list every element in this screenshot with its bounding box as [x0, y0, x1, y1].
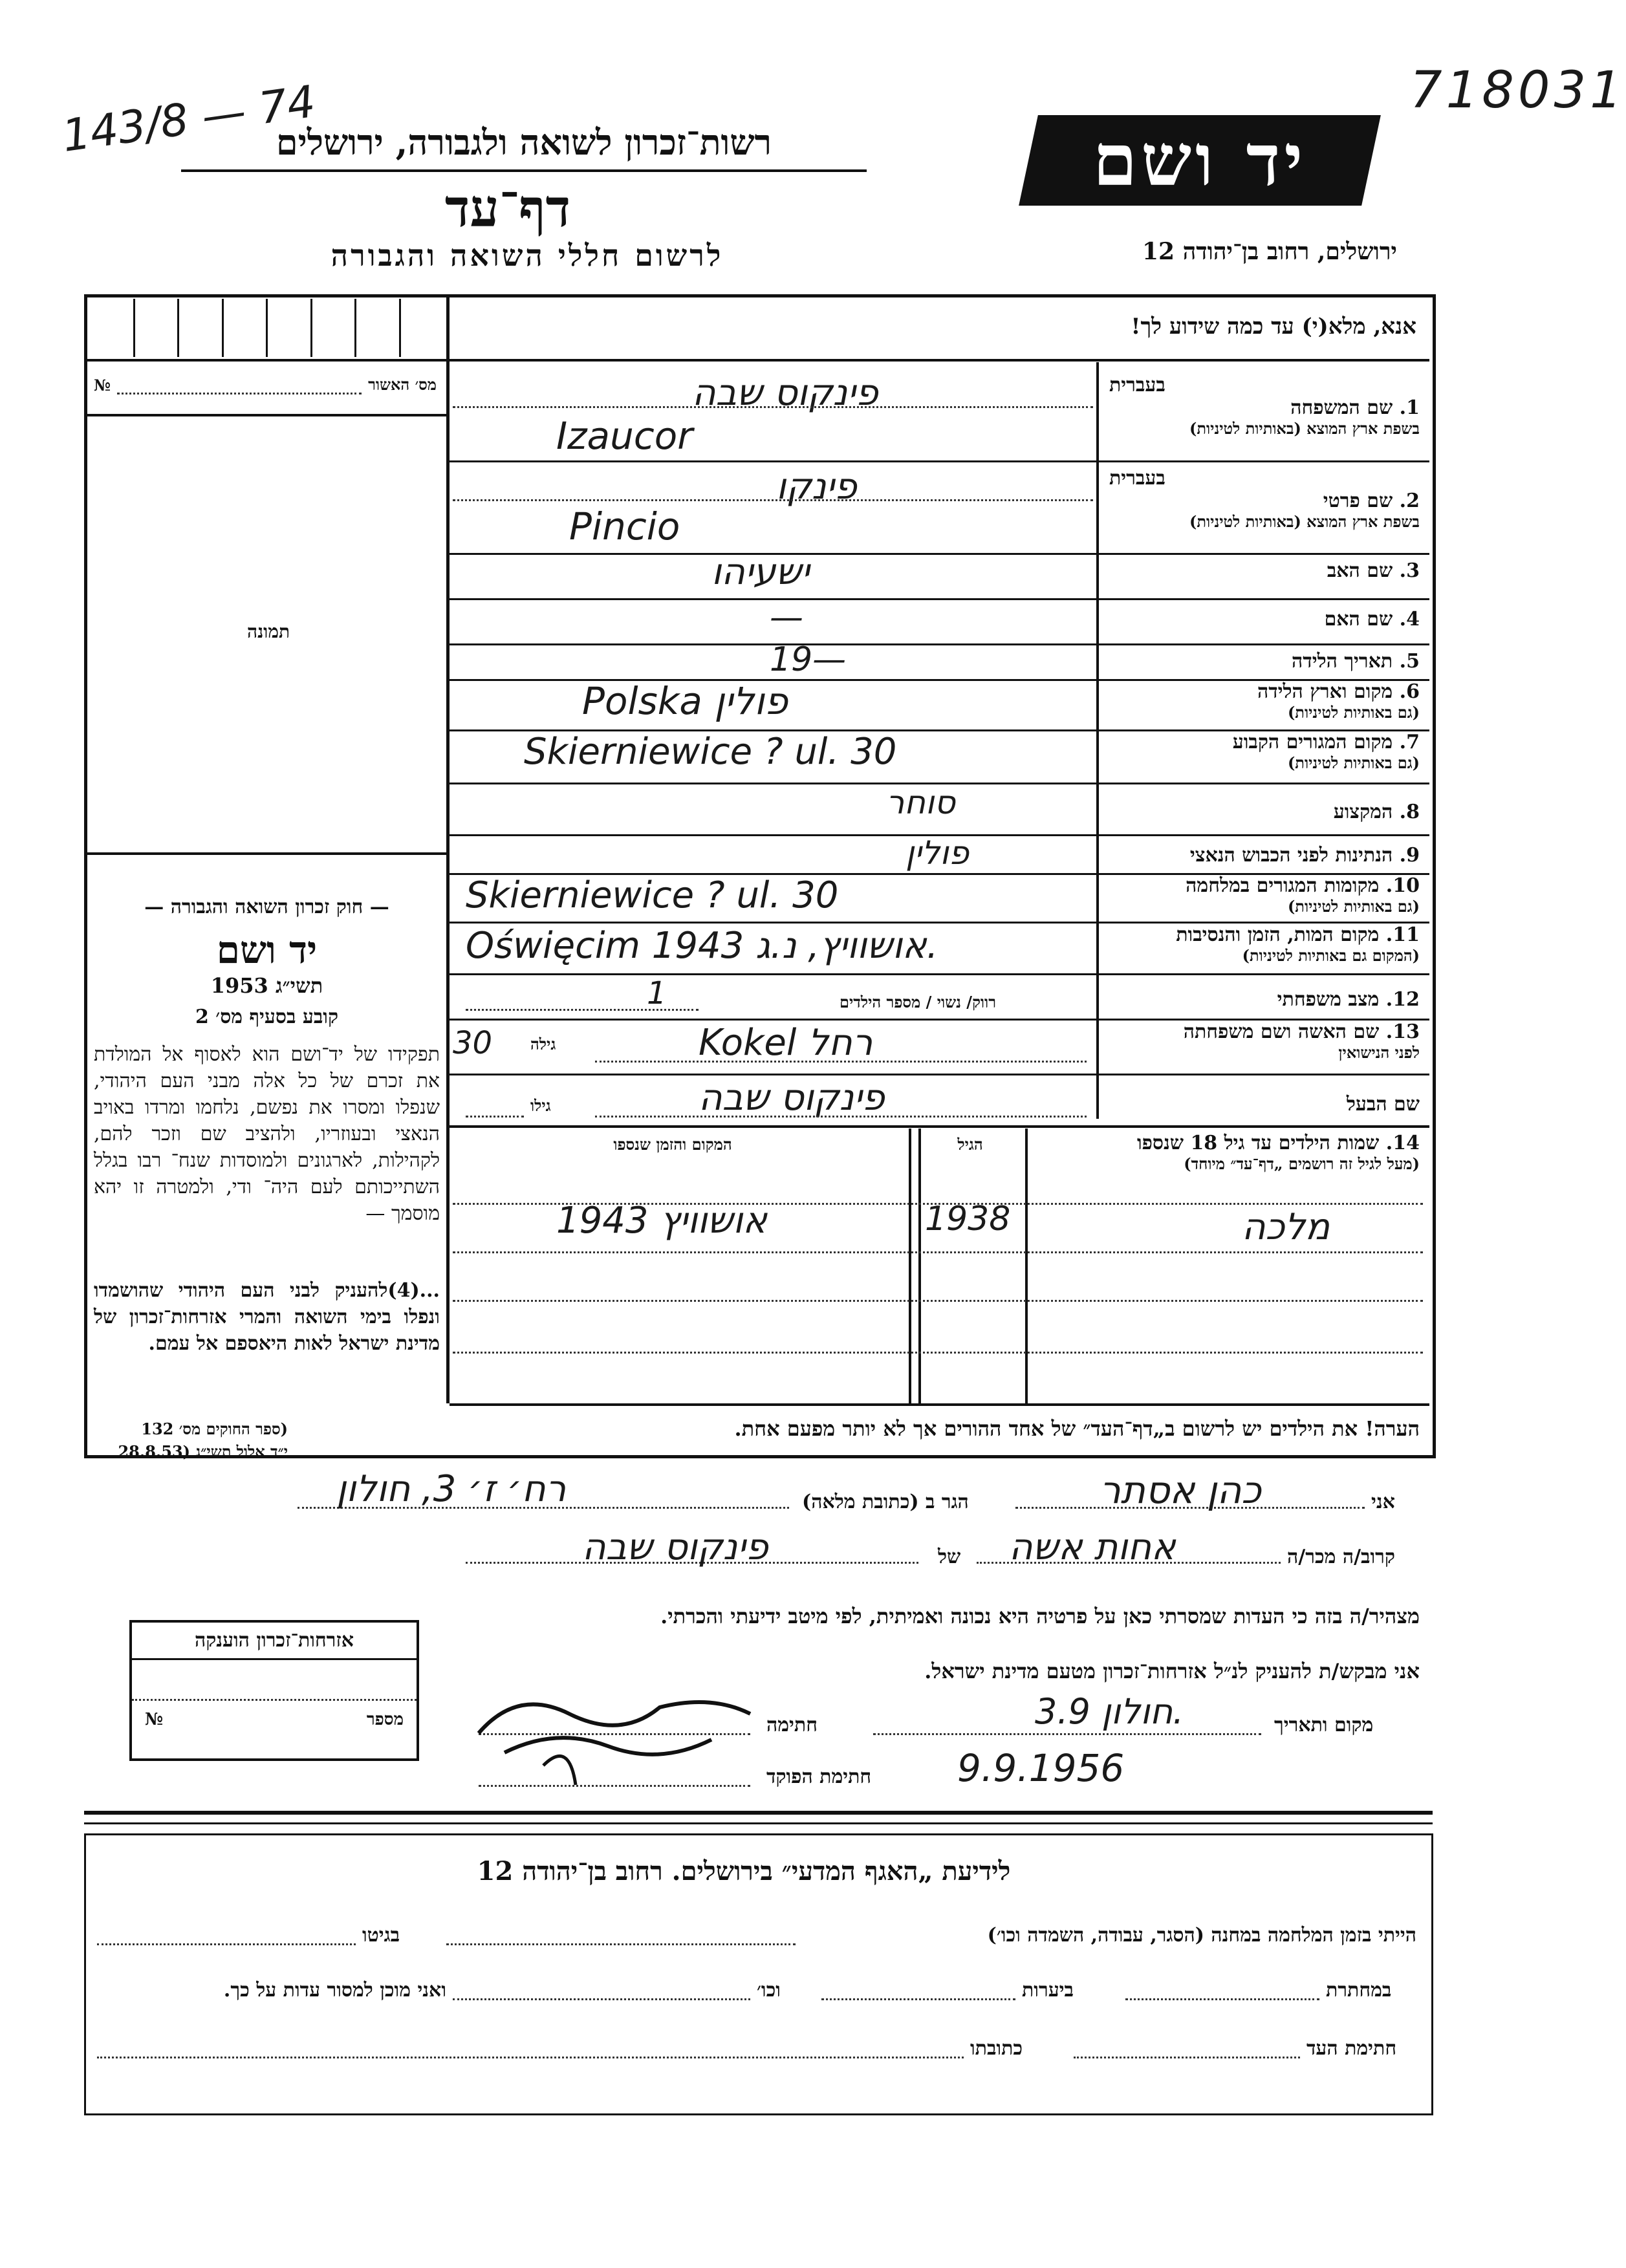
child-name: מלכה	[1242, 1206, 1330, 1248]
field-7: 7. מקום המגורים הקבוע (גם באותיות לטיניות)	[1232, 731, 1420, 772]
photo-label: תמונה	[246, 621, 290, 642]
official-signature-label: חתימת הפוקד	[766, 1766, 872, 1788]
field-6: 6. מקום וארץ הלידה (גם באותיות לטיניות)	[1257, 680, 1420, 722]
occupation: סוחר	[886, 784, 955, 821]
citizenship-title: אזרחות־זכרון הוענקה	[132, 1623, 417, 1660]
footer-line2-c: וכו׳	[757, 1979, 781, 2002]
children-col-age: הגיל	[957, 1135, 983, 1154]
law-footnote-1: (ספר החוקים מס׳ 132	[141, 1420, 288, 1438]
death-place: Oświęcim 1943 אושוויץ, נ.ג.	[466, 925, 938, 967]
relation-label: קרוב/ה מכר/ה	[1287, 1546, 1395, 1568]
place-date: חולון 3.9.	[1035, 1691, 1184, 1732]
law-clause: קובע בסעיף מס׳ 2	[195, 1006, 339, 1028]
children-count: 1	[647, 975, 667, 1011]
field-2: בעברית 2. שם פרטי בשפת ארץ המוצא (באותיות לטיניות)	[1103, 467, 1420, 532]
footer-line2-d: ואני מוכן למסור עדות על כך.	[223, 1979, 446, 2002]
wife-name: Kokel רחל	[699, 1022, 873, 1064]
footer-line2-a: במחתרת	[1326, 1979, 1392, 2002]
declarant-address: רח׳ ז׳ 3, חולון	[336, 1468, 567, 1510]
form-subtitle: לרשום חללי השואה והגבורה	[331, 238, 724, 273]
approval-label: מס׳ האשור	[368, 375, 437, 394]
footer-line3-b: כתובתו	[970, 2037, 1023, 2060]
place-date-label: מקום ותאריך	[1274, 1714, 1374, 1736]
archive-number: 718031	[1410, 61, 1626, 120]
first-name-latin: Pincio	[569, 504, 680, 548]
ani-label: אני	[1371, 1491, 1395, 1513]
field-13: 13. שם האשה ושם משפחתה לפני הנישואין	[1183, 1021, 1420, 1062]
relation-value: אחות אשה	[1009, 1526, 1176, 1568]
signature-mark	[466, 1675, 763, 1791]
field-2-label: 2. שם פרטי	[1323, 490, 1420, 512]
residence: Skierniewice ? ul. 30	[524, 731, 897, 773]
law-year: תשי״ג 1953	[210, 973, 323, 998]
first-name-hebrew: פינקו	[776, 466, 857, 508]
wife-age: 30	[453, 1025, 493, 1061]
approval-number-field[interactable]	[117, 376, 362, 394]
marital-options: רווק/ נשוי / מספר הילדים	[840, 993, 996, 1011]
yad-vashem-logo	[1019, 115, 1381, 206]
field-4-label: 4. שם האם	[1324, 608, 1420, 631]
husband-name: פינקוס שבה	[699, 1077, 885, 1119]
footer-line3-a: חתימת העד	[1306, 2037, 1397, 2060]
field-3-label: 3. שם האב	[1327, 559, 1420, 582]
father-name: ישעיהו	[711, 551, 810, 593]
footer-title: לידיעת „האגף המדעי״ בירושלים. רחוב בן־יהודה 12	[477, 1856, 1011, 1886]
footer-line1-a: הייתי בזמן המלחמה במחנה (הסגר, עבודה, השמדה וכו׳)	[987, 1924, 1416, 1947]
address-header: ירושלים, רחוב בן־יהודה 12	[1142, 238, 1397, 265]
husband-age-label: גילו	[530, 1096, 551, 1115]
of-name: פינקוס שבה	[582, 1526, 768, 1568]
child-age: 1938	[925, 1200, 1011, 1238]
law-body: תפקידו של יד־ושם הוא לאסוף אל המולדת את זכרם של כל אלה מבני העם היהודי, שנפלו ומסרו את נפשם, נלחמו ומרדו באויב הנאצי ובעוזריו, ולהציב שם וזכר להם, לקהילות, לארגונים ולמוסדות שנח־ רבו בגלל השתייכותם לעם היה־ ודי, ולמטרה זו יהא מוסמך —	[94, 1043, 440, 1225]
authority-name: רשות־זכרון לשואה ולגבורה, ירושלים	[276, 122, 772, 163]
logo-text: יד ושם	[1092, 118, 1307, 202]
mother-name: —	[770, 598, 803, 637]
instruction: אנא, מלא(י) עד כמה שידוע לך!	[1131, 314, 1416, 340]
residing-label: הגר ב (כתובת מלאה)	[802, 1491, 969, 1513]
citizenship: פולין	[905, 834, 970, 872]
law-name: יד ושם	[216, 928, 318, 972]
children-header: 14. שמות הילדים עד גיל 18 שנספו (מעל לגיל זה רושמים „דף־עד״ מיוחד)	[1136, 1132, 1420, 1173]
field-12-label: 12. מצב משפחתי	[1277, 988, 1420, 1011]
signature-label: חתימה	[766, 1714, 818, 1736]
wartime-residence: Skierniewice ? ul. 30	[466, 874, 839, 916]
law-footnote-2: י״ד אלול תשי״ג (28.8.53	[118, 1442, 288, 1461]
footer-line2-b: ביערות	[1022, 1979, 1074, 2002]
surname-hebrew: פינקוס שבה	[692, 372, 878, 414]
citizenship-no-sign: №	[145, 1710, 164, 1729]
field-9-label: 9. הנתינות לפני הכבוש הנאצי	[1189, 844, 1420, 867]
footer-line1-b: בגיטו	[362, 1924, 400, 1947]
field-11: 11. מקום המות, הזמן והנסיבות (המקום גם באותיות לטיניות)	[1176, 923, 1420, 965]
declaration-text: מצהיר/ה בזה כי העדות שמסרתי כאן על פרטיה היא נכונה ואמיתית, לפי מיטב ידיעתי והכרתי.	[660, 1604, 1420, 1628]
field-8-label: 8. המקצוע	[1333, 801, 1420, 823]
surname-latin: Izaucor	[556, 414, 693, 458]
birth-place: Polska פולין	[582, 679, 788, 723]
note: הערה! את הילדים יש לרשום ב„דף־העד״ של אחד ההורים אך לא יותר מפעם אחת.	[734, 1416, 1420, 1441]
law-title: — חוק זכרון השואה והגבורה —	[144, 896, 389, 918]
field-1-label: 1. שם המשפחה	[1290, 396, 1420, 419]
official-date: 9.9.1956	[957, 1746, 1125, 1790]
field-1: בעברית 1. שם המשפחה בשפת ארץ המוצא (באותיות לטיניות)	[1103, 374, 1420, 438]
field-10: 10. מקומות המגורים במלחמה (גם באותיות לטיניות)	[1186, 874, 1420, 916]
approval-number-row	[94, 375, 437, 394]
citizenship-box	[129, 1620, 419, 1761]
approval-no-sign: №	[94, 376, 111, 394]
child-place: 1943 אושוויץ	[556, 1200, 767, 1242]
citizenship-number-label: מספר	[366, 1710, 404, 1729]
birth-date: 19—	[770, 640, 847, 679]
field-5-label: 5. תאריך הלידה	[1292, 650, 1420, 673]
approval-cells	[91, 299, 443, 357]
request-text: אני מבקש/ת להעניק לנ״ל אזרחות־זכרון מטעם מדינת ישראל.	[924, 1659, 1420, 1683]
form-title: דף־עד	[444, 178, 571, 239]
corner-note: 143/8 — 74	[59, 76, 319, 163]
husband-label: שם הבעל	[1346, 1093, 1420, 1116]
children-col-place: המקום והזמן שנספו	[613, 1135, 732, 1154]
of-label: של	[938, 1546, 961, 1568]
declarant-name: כהן אסתר	[1100, 1468, 1262, 1512]
law-clause4: ...(4)להעניק לבני העם היהודי שהושמדו ונפלו בימי השואה והמרי אזרחות־זכרון של מדינת ישראל לאות היאספם אל עמם.	[94, 1279, 440, 1355]
wife-age-label: גילה	[530, 1035, 556, 1053]
